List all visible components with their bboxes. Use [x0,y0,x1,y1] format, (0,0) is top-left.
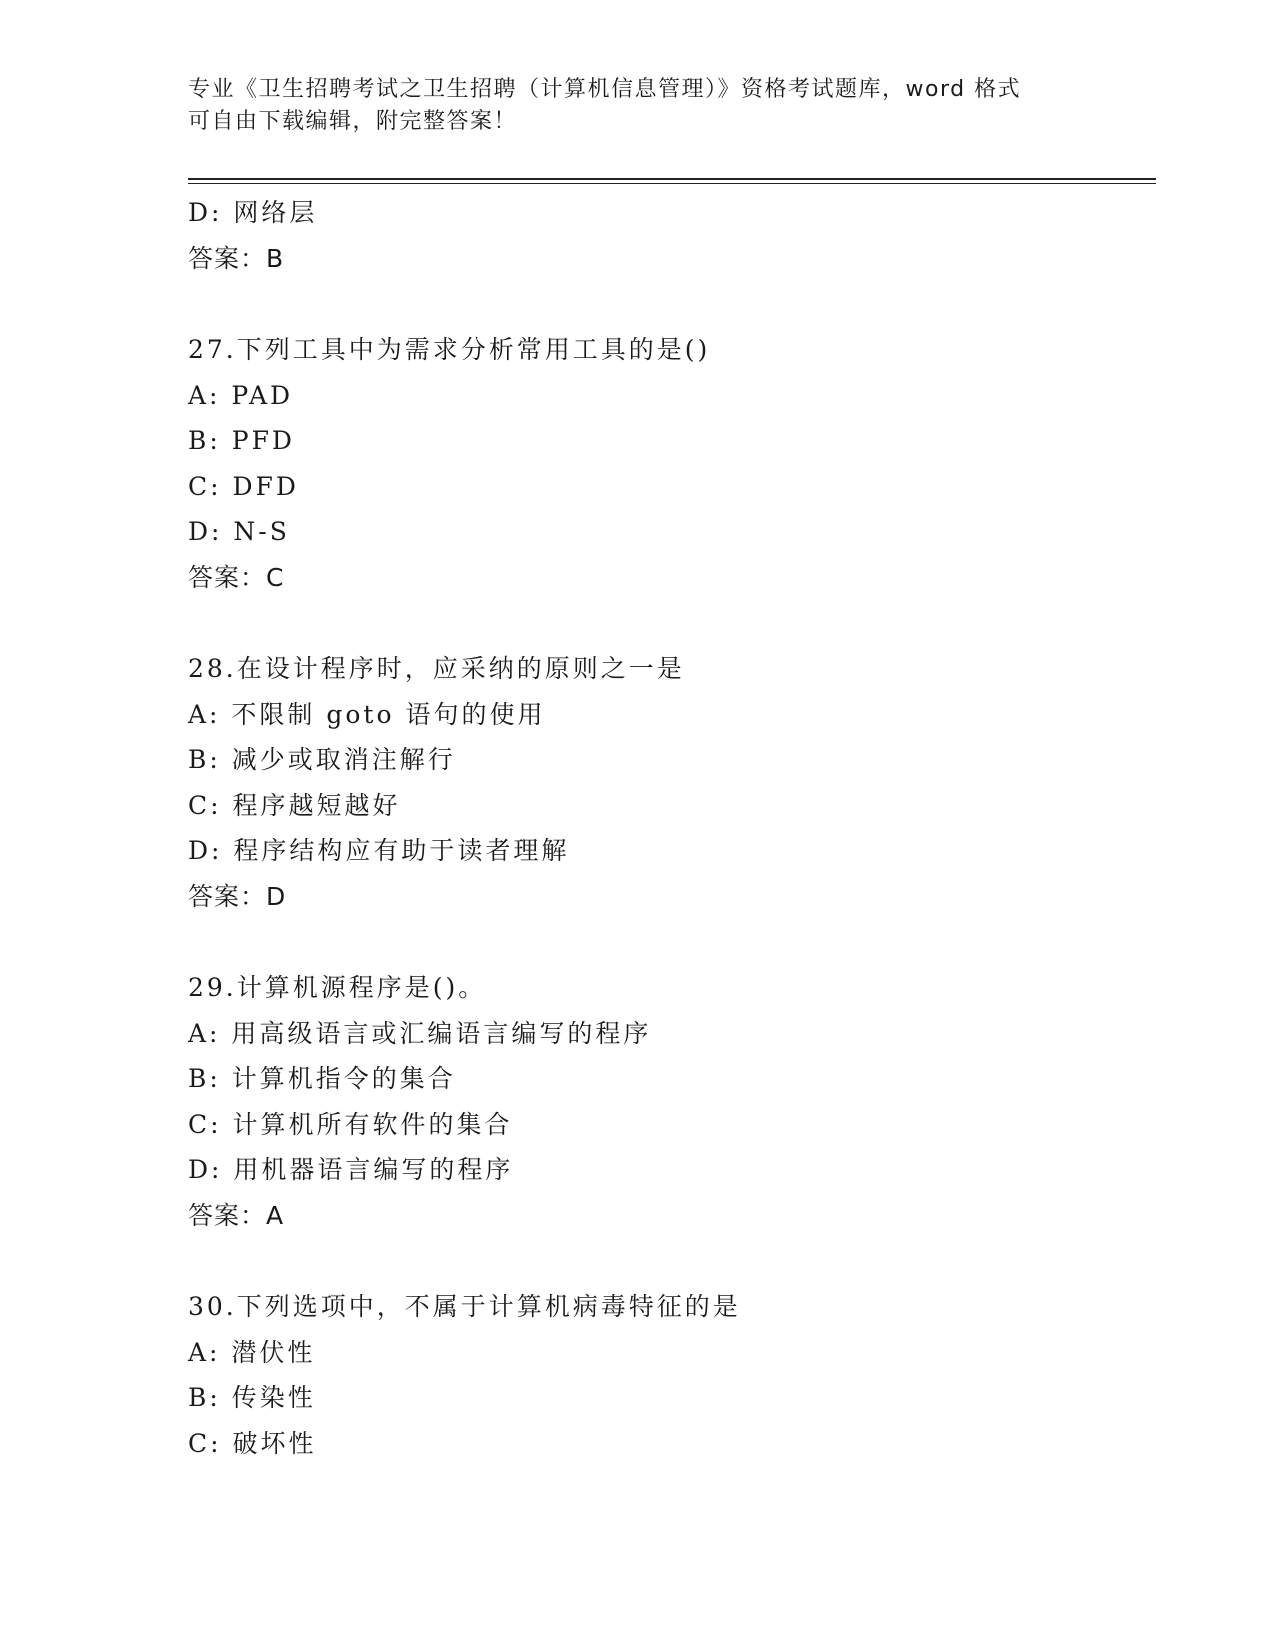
option-line: C: 计算机所有软件的集合 [188,1109,513,1139]
option-line: D: 网络层 [188,198,318,227]
option-line: B: 传染性 [188,1383,316,1412]
header-line-2: 可自由下载编辑，附完整答案！ [188,109,518,134]
option-line: D: N-S [188,517,290,546]
question-stem: 27.下列工具中为需求分析常用工具的是() [188,335,711,364]
question-stem: 30.下列选项中，不属于计算机病毒特征的是 [188,1292,741,1321]
option-line: B: 减少或取消注解行 [188,745,456,774]
option-line: C: DFD [188,471,299,501]
option-line: D: 用机器语言编写的程序 [188,1155,514,1184]
option-line: C: 程序越短越好 [188,790,401,820]
spacer [188,600,1148,646]
option-line: B: 计算机指令的集合 [188,1064,456,1093]
answer-line: 答案：A [188,1200,285,1230]
option-line: A: 用高级语言或汇编语言编写的程序 [188,1018,652,1048]
option-line: A: 不限制 goto 语句的使用 [188,699,546,729]
header-line-1: 专业《卫生招聘考试之卫生招聘（计算机信息管理）》资格考试题库，word 格式 [188,77,1022,102]
option-line: C: 破坏性 [188,1428,317,1458]
question-stem: 28.在设计程序时，应采纳的原则之一是 [188,654,685,683]
option-line: B: PFD [188,426,295,455]
question-list [188,190,1148,1466]
document-header [188,74,1088,138]
answer-line: 答案：D [188,881,287,911]
answer-line: 答案：B [188,243,285,273]
option-line: D: 程序结构应有助于读者理解 [188,836,570,865]
option-line: A: 潜伏性 [188,1337,316,1367]
header-divider-thin [188,183,1156,184]
option-line: A: PAD [188,380,294,410]
header-divider-thick [188,178,1156,180]
answer-line: 答案：C [188,562,285,592]
spacer [188,919,1148,965]
question-stem: 29.计算机源程序是()。 [188,973,487,1002]
spacer [188,281,1148,327]
spacer [188,1238,1148,1284]
